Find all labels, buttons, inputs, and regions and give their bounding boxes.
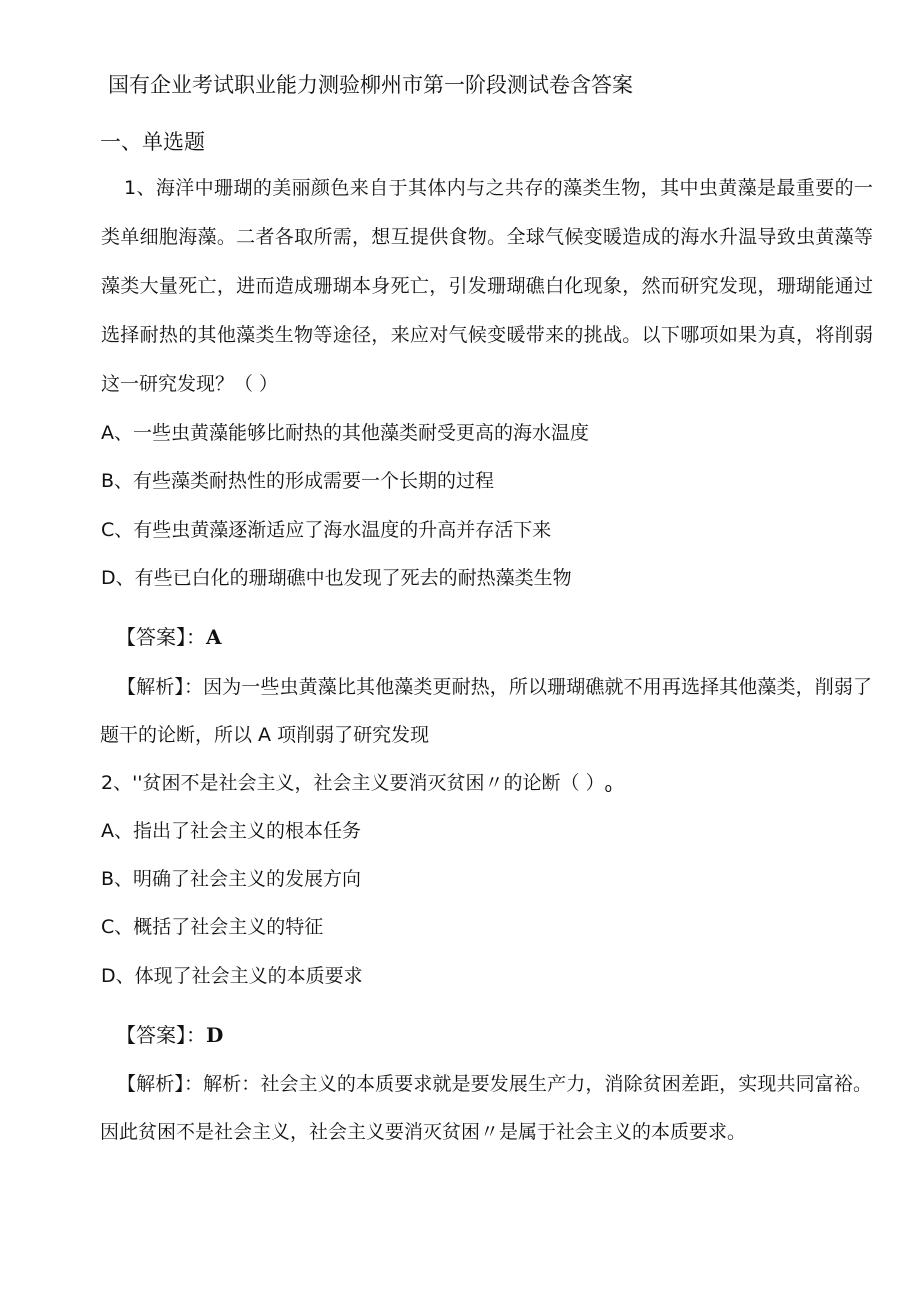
section-heading: 一、单选题 [100, 130, 205, 154]
question-2-answer [116, 1020, 223, 1050]
question-1-option-d: D、有些已白化的珊瑚礁中也发现了死去的耐热藻类生物 [101, 567, 572, 589]
question-2-analysis: 【解析】：解析：社会主义的本质要求就是要发展生产力，消除贫困差距，实现共同富裕。因此贫困不是社会主义，社会主义要消灭贫困〃是属于社会主义的本质要求。 [100, 1073, 872, 1143]
question-2-option-a: A、指出了社会主义的根本任务 [101, 820, 361, 842]
question-2-option-c: C、概括了社会主义的特征 [101, 916, 324, 938]
question-1-answer [116, 622, 222, 652]
question-1-analysis: 【解析】：因为一些虫黄藻比其他藻类更耐热，所以珊瑚礁就不用再选择其他藻类，削弱了题干的论断，所以 A 项削弱了研究发现 [100, 676, 872, 746]
question-1-option-a: A、一些虫黄藻能够比耐热的其他藻类耐受更高的海水温度 [101, 422, 589, 444]
answer-label: 【答案】： [116, 625, 206, 649]
question-2-stem [101, 768, 612, 803]
question-2-stem-tail: o [604, 781, 612, 795]
question-1-option-b: B、有些藻类耐热性的形成需要一个长期的过程 [101, 470, 495, 492]
question-1-option-c: C、有些虫黄藻逐渐适应了海水温度的升高并存活下来 [101, 519, 552, 541]
question-2-option-b: B、明确了社会主义的发展方向 [101, 868, 362, 890]
question-2-stem-text: 2、''贫困不是社会主义，社会主义要消灭贫困〃的论断（ ） [101, 772, 605, 794]
question-1-stem: 1、海洋中珊瑚的美丽颜色来自于其体内与之共存的藻类生物，其中虫黄藻是最重要的一类单细胞海藻。二者各取所需，想互提供食物。全球气候变暖造成的海水升温导致虫黄藻等藻类大量死亡，进而造成珊瑚本身死亡，引发珊瑚礁白化现象，然而研究发现，珊瑚能通过选择耐热的其他藻类生物等途径，来应对气候变暖带来的挑战。以下哪项如果为真，将削弱这一研究发现？（ ） [101, 177, 873, 395]
answer-letter: D [206, 1023, 224, 1047]
answer-label: 【答案】： [116, 1023, 206, 1047]
document-title: 国有企业考试职业能力测验柳州市第一阶段测试卷含答案 [108, 73, 633, 97]
question-2-option-d: D、体现了社会主义的本质要求 [101, 965, 363, 987]
answer-letter: A [206, 625, 222, 649]
